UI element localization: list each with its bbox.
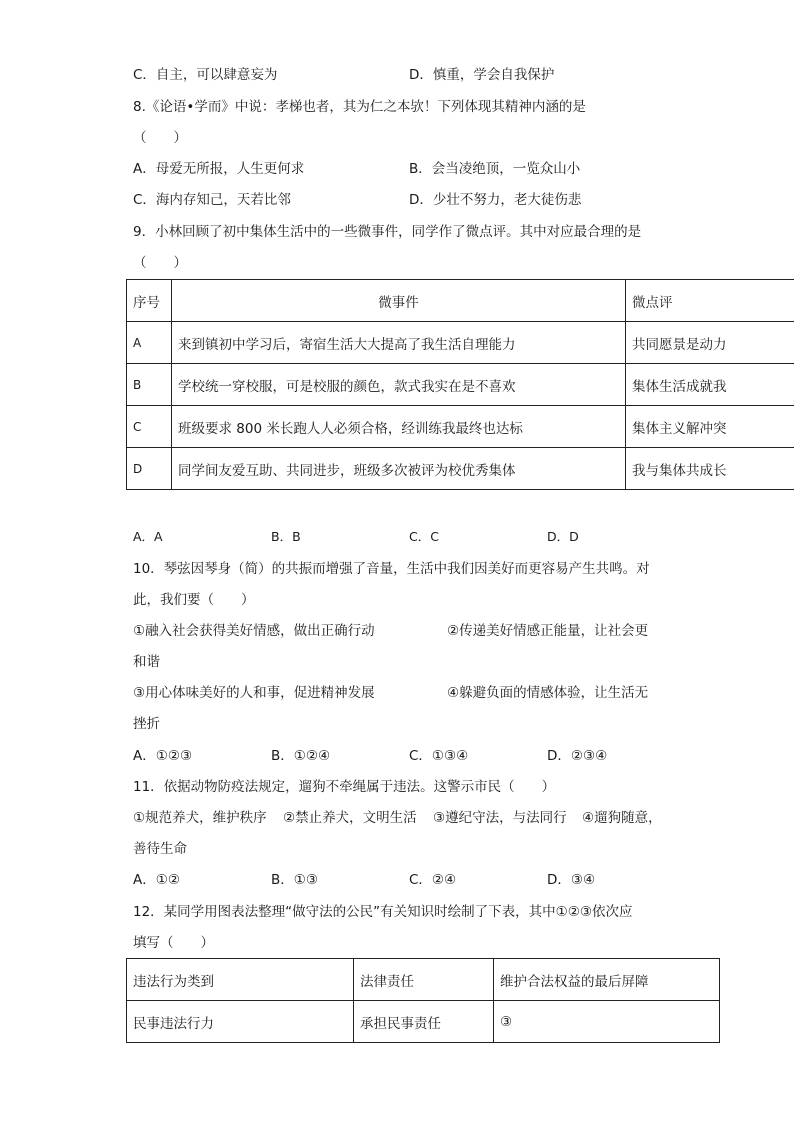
q10-statement-4-cont: 挫折 bbox=[133, 716, 160, 732]
q9-option-d: D．D bbox=[547, 529, 579, 544]
q12-stem-line1: 12．某同学用图表法整理“做守法的公民”有关知识时绘制了下表，其中①②③依次应 bbox=[133, 904, 633, 920]
q9-option-b: B．B bbox=[271, 529, 301, 544]
q11-statement-1: ①规范养犬，维护秩序 bbox=[133, 810, 267, 826]
q9-row-label: A bbox=[127, 322, 172, 364]
q9-header-event: 微事件 bbox=[172, 280, 626, 322]
q7-option-c: C．自主，可以肆意妄为 bbox=[133, 67, 278, 83]
q9-answer-paren: （ ） bbox=[133, 255, 187, 271]
q12-header-last-barrier: 维护合法权益的最后屏障 bbox=[494, 959, 720, 1001]
q9-option-c: C．C bbox=[409, 529, 439, 544]
table-row bbox=[127, 1001, 720, 1043]
q11-option-d: D．③④ bbox=[547, 872, 596, 888]
q9-row-comment: 共同愿景是动力 bbox=[626, 322, 794, 364]
q9-header-comment: 微点评 bbox=[626, 280, 794, 322]
q12-stem-line2: 填写（ ） bbox=[133, 935, 214, 951]
table-row bbox=[127, 322, 794, 364]
q10-statement-2-cont: 和谐 bbox=[133, 654, 160, 670]
q11-statement-2: ②禁止养犬，文明生活 bbox=[283, 810, 417, 826]
q10-statement-4: ④躲避负面的情感体验，让生活无 bbox=[447, 685, 649, 701]
q12-table bbox=[126, 958, 720, 1043]
q8-option-c: C．海内存知己，天若比邻 bbox=[133, 192, 291, 208]
q11-statement-3: ③遵纪守法，与法同行 bbox=[433, 810, 567, 826]
q10-option-c: C．①③④ bbox=[409, 748, 469, 764]
q9-row-comment: 我与集体共成长 bbox=[626, 448, 794, 490]
table-row bbox=[127, 448, 794, 490]
q12-table-header-row bbox=[127, 959, 720, 1001]
q8-answer-paren: （ ） bbox=[133, 130, 187, 146]
q10-statement-1: ①融入社会获得美好情感，做出正确行动 bbox=[133, 623, 375, 639]
q11-statement-4-cont: 善待生命 bbox=[133, 841, 187, 857]
q12-header-violation-type: 违法行为类到 bbox=[127, 959, 354, 1001]
q7-option-d: D．慎重，学会自我保护 bbox=[409, 67, 555, 83]
table-row bbox=[127, 364, 794, 406]
q11-option-b: B．①③ bbox=[271, 872, 318, 888]
q10-stem-line1: 10．琴弦因琴身（简）的共振而增强了音量，生活中我们因美好而更容易产生共鸣。对 bbox=[133, 561, 650, 577]
q10-statement-2: ②传递美好情感正能量，让社会更 bbox=[447, 623, 649, 639]
q9-row-label: B bbox=[127, 364, 172, 406]
q9-header-index: 序号 bbox=[127, 280, 172, 322]
q10-option-d: D．②③④ bbox=[547, 748, 608, 764]
q9-stem: 9．小林回顾了初中集体生活中的一些微事件，同学作了微点评。其中对应最合理的是 bbox=[133, 224, 642, 240]
q9-row-event: 来到镇初中学习后，寄宿生活大大提高了我生活自理能力 bbox=[172, 322, 626, 364]
q10-option-b: B．①②④ bbox=[271, 748, 331, 764]
q9-row-event: 学校统一穿校服，可是校服的颜色，款式我实在是不喜欢 bbox=[172, 364, 626, 406]
q11-option-a: A．①② bbox=[133, 872, 180, 888]
q11-statement-4: ④遛狗随意， bbox=[582, 810, 662, 826]
q9-table-header-row bbox=[127, 280, 794, 322]
q12-row-violation-type: 民事违法行力 bbox=[127, 1001, 354, 1043]
q10-stem-line2: 此，我们要（ ） bbox=[133, 592, 255, 608]
q11-stem: 11．依据动物防疫法规定，遛狗不牵绳属于违法。这警示市民（ ） bbox=[133, 779, 556, 795]
q9-row-event: 同学间友爱互助、共同进步，班级多次被评为校优秀集体 bbox=[172, 448, 626, 490]
q8-stem: 8.《论语•学而》中说：孝梯也者，其为仁之本欤！下列体现其精神内涵的是 bbox=[133, 99, 586, 115]
q9-row-event: 班级要求 800 米长跑人人必须合格，经训练我最终也达标 bbox=[172, 406, 626, 448]
q10-statement-3: ③用心体味美好的人和事，促进精神发展 bbox=[133, 685, 375, 701]
q9-option-a: A．A bbox=[133, 529, 163, 544]
q10-option-a: A．①②③ bbox=[133, 748, 193, 764]
q12-header-legal-liability: 法律责任 bbox=[354, 959, 494, 1001]
q9-row-comment: 集体生活成就我 bbox=[626, 364, 794, 406]
q9-table bbox=[126, 279, 794, 490]
q12-row-legal-liability: 承担民事责任 bbox=[354, 1001, 494, 1043]
q9-row-label: D bbox=[127, 448, 172, 490]
q11-option-c: C．②④ bbox=[409, 872, 457, 888]
q8-option-d: D．少壮不努力，老大徒伤悲 bbox=[409, 192, 582, 208]
q9-row-label: C bbox=[127, 406, 172, 448]
q8-option-a: A．母爱无所报，人生更何求 bbox=[133, 161, 305, 177]
table-row bbox=[127, 406, 794, 448]
q12-row-last-barrier: ③ bbox=[494, 1001, 720, 1043]
q9-row-comment: 集体主义解冲突 bbox=[626, 406, 794, 448]
q8-option-b: B．会当凌绝顶，一览众山小 bbox=[409, 161, 581, 177]
